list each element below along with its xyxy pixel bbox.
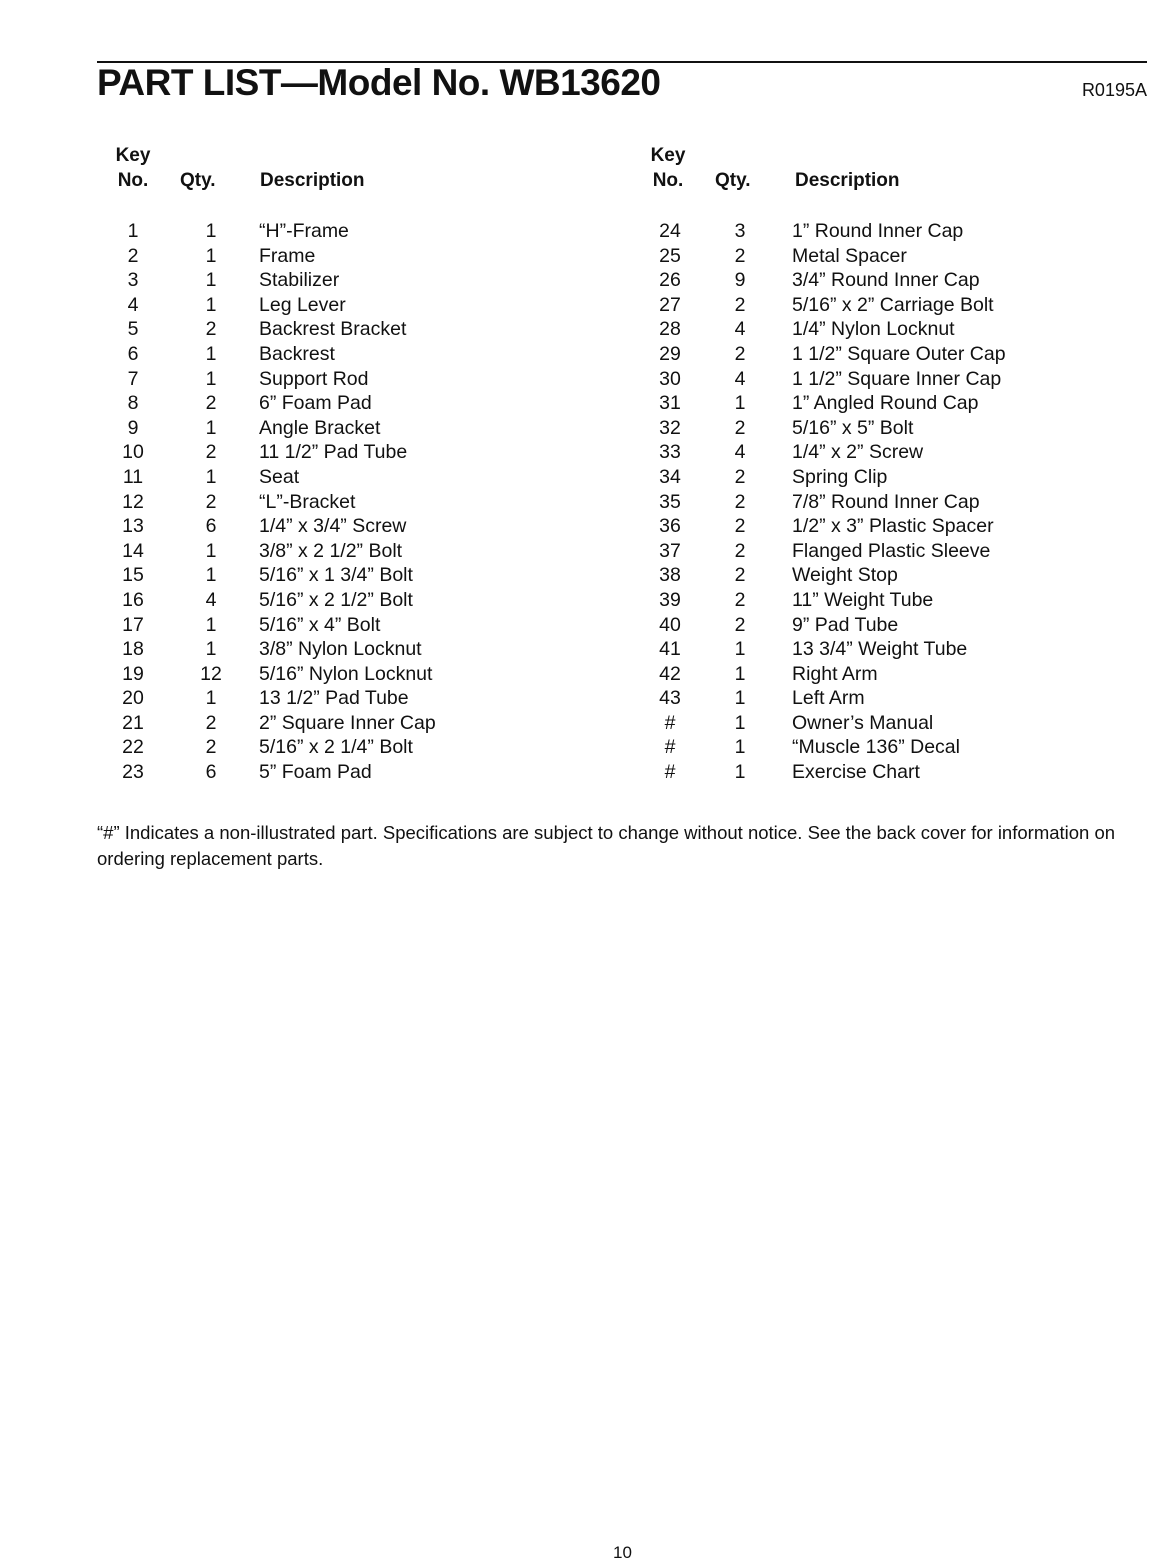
key-no-cell: 35	[659, 490, 681, 513]
table-row	[645, 686, 1006, 711]
qty-cell: 1	[205, 613, 217, 636]
description-cell: 7/8” Round Inner Cap	[792, 490, 980, 513]
qty-cell: 6	[205, 761, 217, 784]
qty-cell: 1	[734, 662, 746, 685]
parts-table-right	[645, 141, 1006, 785]
table-row	[110, 342, 436, 367]
key-no-cell: 30	[659, 367, 681, 390]
table-row	[110, 219, 436, 244]
qty-cell: 2	[734, 342, 746, 365]
description-cell: “Muscle 136” Decal	[792, 736, 960, 759]
qty-cell: 2	[205, 441, 217, 464]
qty-cell: 6	[205, 515, 217, 538]
description-cell: 6” Foam Pad	[259, 392, 372, 415]
description-cell: Weight Stop	[792, 564, 898, 587]
description-cell: 5/16” x 2 1/4” Bolt	[259, 736, 413, 759]
description-cell: 1/2” x 3” Plastic Spacer	[792, 515, 994, 538]
qty-cell: 2	[205, 318, 217, 341]
description-cell: 11” Weight Tube	[792, 588, 934, 611]
table-header	[645, 141, 1006, 191]
qty-cell: 3	[734, 220, 746, 242]
table-row	[645, 440, 1006, 465]
table-row	[110, 293, 436, 318]
qty-cell: 2	[734, 416, 746, 439]
table-row	[110, 735, 436, 760]
key-no-cell: 12	[122, 490, 144, 513]
qty-cell: 1	[205, 416, 217, 439]
description-cell: 13 3/4” Weight Tube	[792, 638, 968, 661]
qty-cell: 2	[734, 244, 746, 267]
description-cell: “L”-Bracket	[259, 490, 356, 513]
description-cell: Left Arm	[792, 687, 865, 710]
table-row	[645, 662, 1006, 687]
page-title: PART LIST—Model No. WB13620	[97, 62, 661, 103]
description-cell: Owner’s Manual	[792, 711, 934, 734]
description-header: Description	[260, 170, 365, 191]
table-row	[110, 686, 436, 711]
description-cell: 5/16” Nylon Locknut	[259, 662, 433, 685]
table-row	[645, 711, 1006, 736]
table-row	[110, 416, 436, 441]
qty-header: Qty.	[715, 170, 751, 191]
qty-header: Qty.	[180, 170, 216, 191]
table-row	[110, 244, 436, 269]
qty-cell: 2	[734, 465, 746, 488]
qty-cell: 2	[734, 613, 746, 636]
table-body	[110, 219, 436, 785]
table-row	[110, 391, 436, 416]
key-no-cell: 8	[127, 392, 139, 415]
qty-cell: 2	[734, 515, 746, 538]
description-cell: Backrest Bracket	[259, 318, 407, 341]
table-row	[110, 662, 436, 687]
document-code: R0195A	[1081, 80, 1147, 100]
qty-cell: 2	[734, 564, 746, 587]
table-row	[110, 613, 436, 638]
key-no-cell: #	[664, 711, 676, 734]
qty-cell: 2	[205, 736, 217, 759]
table-row	[645, 637, 1006, 662]
table-row	[110, 367, 436, 392]
table-row	[645, 735, 1006, 760]
key-no-cell: 18	[122, 638, 144, 661]
key-no-header	[110, 143, 156, 193]
qty-cell: 1	[205, 465, 217, 488]
description-cell: Support Rod	[259, 367, 369, 390]
table-row	[110, 268, 436, 293]
key-header-line1: Key	[115, 145, 151, 166]
description-cell: “H”-Frame	[259, 220, 349, 242]
qty-cell: 1	[734, 687, 746, 710]
table-row	[645, 465, 1006, 490]
table-row	[110, 539, 436, 564]
key-no-cell: 34	[659, 465, 681, 488]
description-cell: 3/8” x 2 1/2” Bolt	[259, 539, 403, 562]
key-no-cell: 32	[659, 416, 681, 439]
qty-cell: 4	[734, 367, 746, 390]
key-no-cell: 19	[122, 662, 144, 685]
key-no-cell: #	[664, 761, 676, 784]
description-cell: 13 1/2” Pad Tube	[259, 687, 409, 710]
qty-cell: 1	[205, 342, 217, 365]
key-no-cell: 25	[659, 244, 681, 267]
key-no-cell: 17	[122, 613, 144, 636]
key-no-cell: #	[664, 736, 676, 759]
qty-cell: 4	[205, 588, 217, 611]
key-no-cell: 3	[127, 269, 139, 292]
key-no-cell: 11	[122, 465, 144, 488]
description-cell: 5/16” x 1 3/4” Bolt	[259, 564, 413, 587]
table-row	[110, 514, 436, 539]
description-cell: Metal Spacer	[792, 244, 907, 267]
key-no-cell: 38	[659, 564, 681, 587]
description-cell: 5” Foam Pad	[259, 761, 372, 784]
qty-cell: 1	[205, 687, 217, 710]
qty-cell: 2	[734, 293, 746, 316]
table-row	[645, 416, 1006, 441]
key-no-cell: 41	[659, 638, 681, 661]
description-cell: 5/16” x 2 1/2” Bolt	[259, 588, 413, 611]
description-cell: 9” Pad Tube	[792, 613, 899, 636]
key-no-cell: 14	[122, 539, 144, 562]
table-row	[110, 317, 436, 342]
description-cell: 5/16” x 2” Carriage Bolt	[792, 293, 994, 316]
key-no-cell: 10	[122, 441, 144, 464]
table-row	[645, 539, 1006, 564]
key-no-cell: 29	[659, 342, 681, 365]
key-no-cell: 31	[659, 392, 681, 415]
qty-cell: 1	[205, 564, 217, 587]
key-no-cell: 7	[127, 367, 139, 390]
key-no-cell: 13	[122, 515, 144, 538]
table-row	[645, 293, 1006, 318]
key-no-header	[645, 143, 691, 193]
description-cell: Flanged Plastic Sleeve	[792, 539, 991, 562]
qty-cell: 1	[205, 539, 217, 562]
qty-cell: 1	[734, 736, 746, 759]
key-no-cell: 21	[122, 711, 144, 734]
key-no-cell: 24	[659, 220, 681, 242]
key-no-cell: 16	[122, 588, 144, 611]
description-cell: 1 1/2” Square Inner Cap	[792, 367, 1002, 390]
table-row	[110, 588, 436, 613]
key-no-cell: 39	[659, 588, 681, 611]
key-no-cell: 43	[659, 687, 681, 710]
table-row	[645, 342, 1006, 367]
key-no-cell: 1	[127, 220, 139, 242]
key-no-cell: 4	[127, 293, 139, 316]
description-cell: Spring Clip	[792, 465, 888, 488]
parts-table-left	[110, 141, 436, 785]
key-no-cell: 15	[122, 564, 144, 587]
key-no-cell: 33	[659, 441, 681, 464]
description-cell: 1/4” x 2” Screw	[792, 441, 924, 464]
key-no-cell: 20	[122, 687, 144, 710]
description-cell: 2” Square Inner Cap	[259, 711, 436, 734]
table-row	[110, 711, 436, 736]
table-row	[645, 588, 1006, 613]
description-cell: 1” Round Inner Cap	[792, 220, 964, 242]
table-row	[645, 317, 1006, 342]
key-no-cell: 42	[659, 662, 681, 685]
description-cell: 1” Angled Round Cap	[792, 392, 979, 415]
key-no-cell: 23	[122, 761, 144, 784]
qty-cell: 2	[205, 392, 217, 415]
key-no-cell: 36	[659, 515, 681, 538]
table-header	[110, 141, 436, 191]
description-cell: Exercise Chart	[792, 761, 920, 784]
key-no-cell: 40	[659, 613, 681, 636]
qty-cell: 1	[734, 638, 746, 661]
qty-cell: 2	[205, 711, 217, 734]
key-no-cell: 26	[659, 269, 681, 292]
key-no-cell: 22	[122, 736, 144, 759]
table-row	[645, 760, 1006, 785]
key-no-cell: 27	[659, 293, 681, 316]
qty-cell: 1	[205, 638, 217, 661]
key-no-cell: 28	[659, 318, 681, 341]
key-no-cell: 5	[127, 318, 139, 341]
description-cell: Right Arm	[792, 662, 878, 685]
qty-cell: 2	[734, 539, 746, 562]
description-cell: Angle Bracket	[259, 416, 381, 439]
key-no-cell: 2	[127, 244, 139, 267]
description-cell: 11 1/2” Pad Tube	[259, 441, 408, 464]
qty-cell: 4	[734, 318, 746, 341]
description-cell: 1 1/2” Square Outer Cap	[792, 342, 1006, 365]
qty-cell: 9	[734, 269, 746, 292]
description-cell: 1/4” Nylon Locknut	[792, 318, 955, 341]
description-cell: 3/4” Round Inner Cap	[792, 269, 980, 292]
key-header-line2: No.	[652, 170, 684, 191]
key-no-cell: 6	[127, 342, 139, 365]
table-row	[645, 613, 1006, 638]
description-cell: 1/4” x 3/4” Screw	[259, 515, 407, 538]
table-row	[110, 465, 436, 490]
page-number: 10	[613, 1543, 632, 1562]
table-row	[645, 391, 1006, 416]
table-row	[645, 244, 1006, 269]
table-row	[645, 514, 1006, 539]
qty-cell: 2	[734, 490, 746, 513]
key-header-line1: Key	[650, 145, 686, 166]
description-cell: Frame	[259, 244, 316, 267]
table-row	[110, 760, 436, 785]
qty-cell: 2	[734, 588, 746, 611]
qty-cell: 1	[205, 220, 217, 242]
qty-cell: 1	[205, 269, 217, 292]
table-row	[110, 563, 436, 588]
table-row	[645, 219, 1006, 244]
qty-cell: 4	[734, 441, 746, 464]
qty-cell: 2	[205, 490, 217, 513]
table-row	[110, 490, 436, 515]
footnote: “#” Indicates a non-illustrated part. Specifications are subject to change without notice. See the back cover for information on ordering replacement parts.	[97, 822, 1116, 869]
table-row	[645, 490, 1006, 515]
key-header-line2: No.	[117, 170, 149, 191]
description-cell: Stabilizer	[259, 269, 340, 292]
qty-cell: 1	[205, 244, 217, 267]
qty-cell: 1	[734, 711, 746, 734]
key-no-cell: 9	[127, 416, 139, 439]
qty-cell: 12	[200, 662, 222, 685]
description-cell: Seat	[259, 465, 300, 488]
description-cell: 5/16” x 4” Bolt	[259, 613, 381, 636]
table-row	[645, 268, 1006, 293]
table-row	[110, 440, 436, 465]
qty-cell: 1	[734, 392, 746, 415]
qty-cell: 1	[734, 761, 746, 784]
table-body	[645, 219, 1006, 785]
table-row	[110, 637, 436, 662]
table-row	[645, 563, 1006, 588]
description-header: Description	[795, 170, 900, 191]
description-cell: 5/16” x 5” Bolt	[792, 416, 914, 439]
qty-cell: 1	[205, 367, 217, 390]
description-cell: Leg Lever	[259, 293, 346, 316]
key-no-cell: 37	[659, 539, 681, 562]
description-cell: Backrest	[259, 342, 335, 365]
description-cell: 3/8” Nylon Locknut	[259, 638, 422, 661]
table-row	[645, 367, 1006, 392]
qty-cell: 1	[205, 293, 217, 316]
